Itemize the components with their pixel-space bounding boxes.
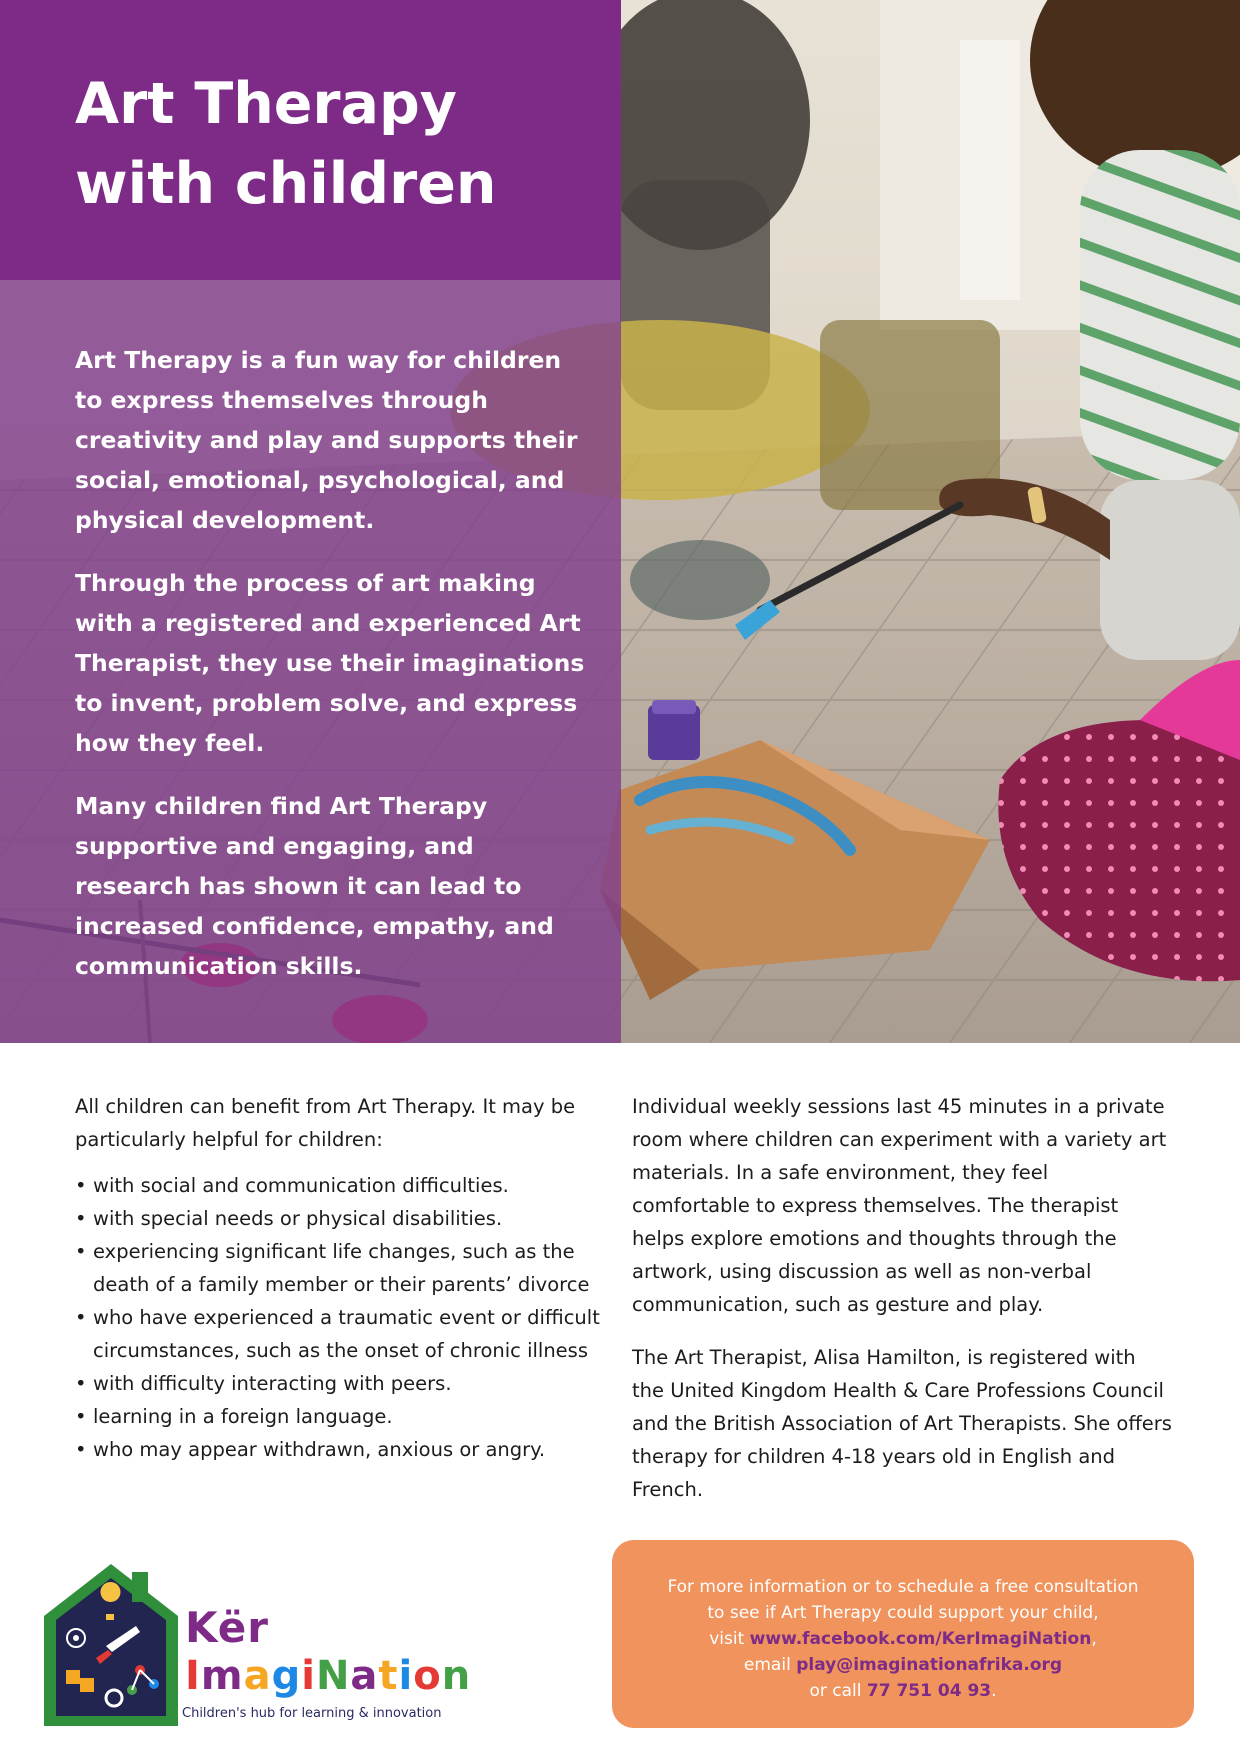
logo-tagline: Children's hub for learning & innovation (182, 1706, 442, 1721)
benefits-column (75, 1090, 615, 1466)
visit-suffix: , (1091, 1629, 1097, 1649)
list-item-text: with difficulty interacting with peers. (93, 1372, 452, 1395)
page-title: Art Therapy with children (75, 71, 497, 217)
list-item (75, 1235, 615, 1301)
list-item (75, 1301, 615, 1367)
list-item-text: with social and communication difficulties. (93, 1174, 509, 1197)
house-logo-icon (36, 1558, 186, 1728)
logo-letter: I (185, 1653, 201, 1699)
title-band (0, 0, 621, 280)
logo-letter: g (271, 1653, 302, 1699)
list-item (75, 1367, 615, 1400)
bullet-icon: • (75, 1240, 87, 1263)
bullet-icon: • (75, 1207, 87, 1230)
intro-paragraph: Art Therapy is a fun way for children to express themselves through creativity and play and supports their social, emotional, psychological, and physical development. (75, 346, 578, 534)
logo-letter: i (398, 1653, 414, 1699)
benefits-list (75, 1169, 615, 1466)
visit-prefix: visit (709, 1629, 750, 1649)
logo-wordmark-line1: Kër (185, 1603, 270, 1652)
list-item-text: who may appear withdrawn, anxious or angry. (93, 1438, 546, 1461)
list-item-text: who have experienced a traumatic event or difficult circumstances, such as the onset of chronic illness (93, 1306, 600, 1362)
logo-letter: m (200, 1653, 244, 1699)
contact-phone-line (612, 1678, 1194, 1704)
list-item (75, 1169, 615, 1202)
ker-imagination-logo (36, 1558, 472, 1728)
logo-letter: i (301, 1653, 316, 1699)
bullet-icon: • (75, 1372, 87, 1395)
call-suffix: . (991, 1681, 997, 1701)
bullet-icon: • (75, 1306, 87, 1329)
phone-link[interactable]: 77 751 04 93 (866, 1681, 992, 1701)
logo-letter: o (413, 1653, 442, 1699)
contact-line: to see if Art Therapy could support your child, (707, 1603, 1099, 1623)
facebook-link[interactable]: www.facebook.com/KerImagiNation (749, 1629, 1092, 1649)
list-item (75, 1400, 615, 1433)
list-item (75, 1202, 615, 1235)
logo-letter: n (441, 1653, 472, 1699)
logo-letter: N (315, 1653, 351, 1699)
list-item-text: experiencing significant life changes, such as the death of a family member or their parents’ divorce (93, 1240, 590, 1296)
contact-email-line (612, 1652, 1194, 1678)
logo-letter: a (350, 1653, 379, 1699)
intro-text (75, 340, 595, 1009)
email-prefix: email (743, 1655, 797, 1675)
logo-letter: a (243, 1653, 272, 1699)
therapist-paragraph: The Art Therapist, Alisa Hamilton, is registered with the United Kingdom Health & Care Professions Council and the British Association of Art Therapists. She offers therapy for children 4-18 years old in English and French. (632, 1346, 1172, 1501)
bullet-icon: • (75, 1438, 87, 1461)
intro-paragraph: Through the process of art making with a registered and experienced Art Therapist, they use their imaginations to invent, problem solve, and express how they feel. (75, 569, 585, 757)
bullet-icon: • (75, 1405, 87, 1428)
contact-box (612, 1540, 1194, 1728)
contact-visit-line (612, 1626, 1194, 1652)
logo-letter: t (378, 1653, 399, 1699)
list-item (75, 1433, 615, 1466)
call-prefix: or call (809, 1681, 867, 1701)
email-link[interactable]: play@imaginationafrika.org (796, 1655, 1063, 1675)
contact-line: For more information or to schedule a free consultation (667, 1577, 1139, 1597)
bullet-icon: • (75, 1174, 87, 1197)
sessions-paragraph: Individual weekly sessions last 45 minutes in a private room where children can experiment with a variety art materials. In a safe environment, they feel comfortable to express themselves. The therapist helps explore emotions and thoughts through the artwork, using discussion as well as non-verbal communication, such as gesture and play. (632, 1095, 1167, 1316)
sessions-column (632, 1090, 1172, 1526)
list-item-text: learning in a foreign language. (93, 1405, 393, 1428)
intro-paragraph: Many children find Art Therapy supportive and engaging, and research has shown it can lead to increased confidence, empathy, and communication skills. (75, 792, 554, 980)
benefits-intro: All children can benefit from Art Therapy. It may be particularly helpful for children: (75, 1095, 576, 1151)
logo-wordmark-line2 (185, 1653, 471, 1699)
list-item-text: with special needs or physical disabilities. (93, 1207, 503, 1230)
